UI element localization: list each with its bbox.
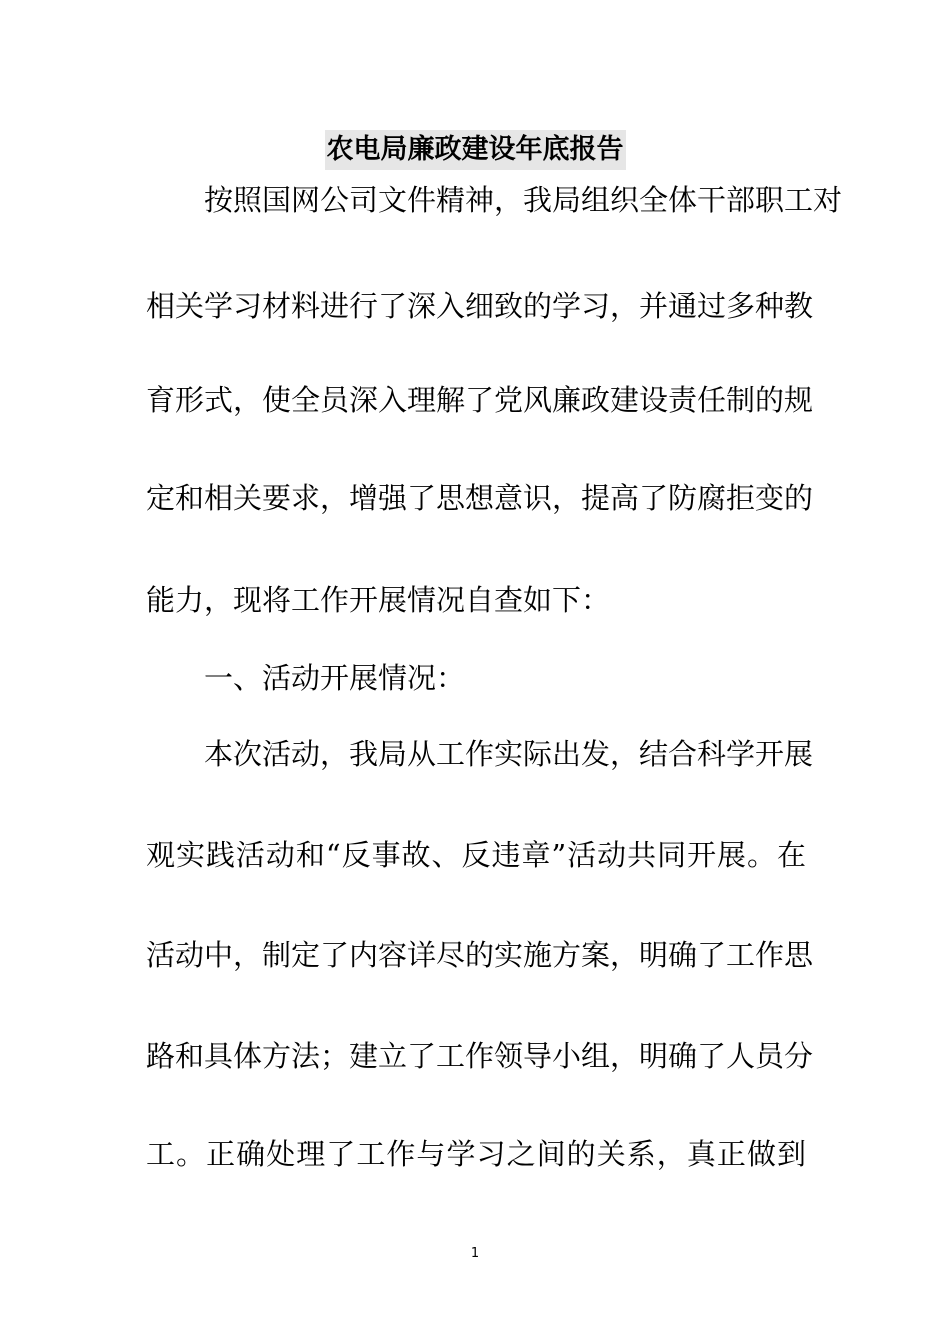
- body-line-3: 育形式，使全员深入理解了党风廉政建设责任制的规: [146, 383, 814, 417]
- document-title-text: 农电局廉政建设年底报告: [325, 130, 626, 170]
- body-line-5: 能力，现将工作开展情况自查如下：: [146, 583, 611, 617]
- body-line-7: 本次活动，我局从工作实际出发，结合科学开展: [204, 737, 814, 771]
- document-title: [0, 128, 950, 170]
- body-line-4: 定和相关要求，增强了思想意识，提高了防腐拒变的: [146, 481, 814, 515]
- body-line-1: 按照国网公司文件精神，我局组织全体干部职工对: [204, 183, 843, 217]
- body-line-8: 观实践活动和“反事故、反违章”活动共同开展。在: [146, 838, 806, 872]
- body-line-2: 相关学习材料进行了深入细致的学习，并通过多种教: [146, 289, 814, 323]
- section-heading: 一、活动开展情况：: [204, 661, 466, 695]
- body-line-9: 活动中，制定了内容详尽的实施方案，明确了工作思: [146, 938, 814, 972]
- body-line-11: 工。正确处理了工作与学习之间的关系，真正做到: [146, 1137, 806, 1171]
- page-number: 1: [470, 1246, 480, 1261]
- body-line-10: 路和具体方法；建立了工作领导小组，明确了人员分: [146, 1039, 814, 1073]
